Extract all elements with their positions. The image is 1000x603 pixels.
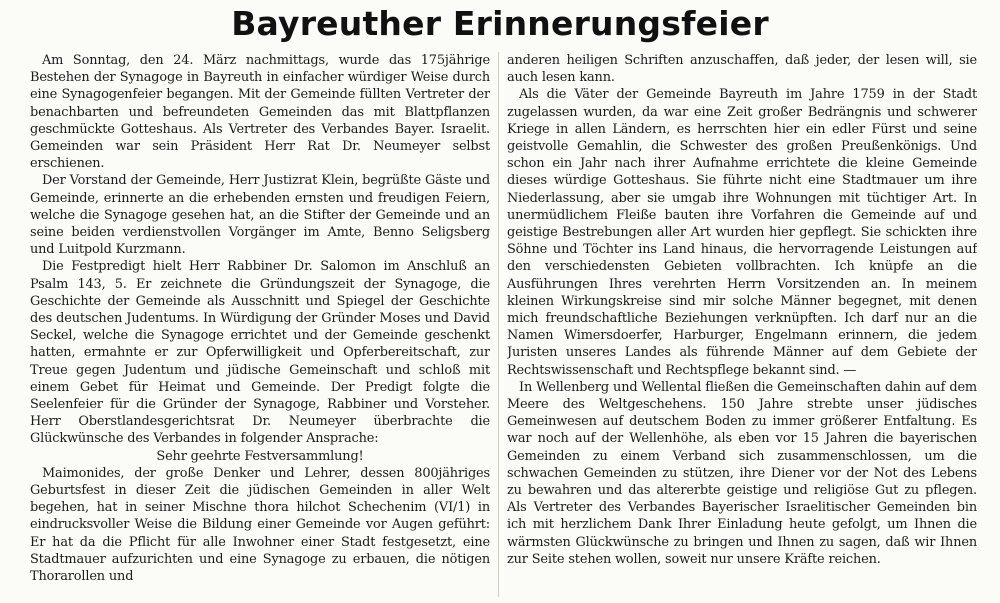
column-divider (498, 52, 499, 597)
article-paragraph: Am Sonntag, den 24. März nachmittags, wurde das 175jährige Bestehen der Synagoge in Bayreuth in einfacher würdiger Weise durch eine Synagogenfeier begangen. Mit der Gemeinde füllten Vertreter der benachbarten und befreundeten Gemeinden das mit Blattpflanzen geschmückte Gotteshaus. Als Vertreter des Verbandes Bayer. Israelit. Gemeinden war sein Präsident Herr Rat Dr. Neumeyer selbst erschienen. (30, 53, 490, 172)
right-column (507, 52, 977, 597)
article-paragraph: Die Festpredigt hielt Herr Rabbiner Dr. Salomon im Anschluß an Psalm 143, 5. Er zeichnete die Gründungszeit der Synagoge, die Geschichte der Gemeinde als Ausschnitt und Spiegel der Geschichte des deutschen Judentums. In Würdigung der Gründer Moses und David Seckel, welche die Synagoge errichtet und der Gemeinde geschenkt hatten, ermahnte er zur Opferwilligkeit und Opferbereitschaft, zur Treue gegen Judentum und jüdische Gemeinschaft und schloß mit einem Gebet für Heimat und Gemeinde. Der Predigt folgte die Seelenfeier für die Gründer der Synagoge, Rabbiner und Vorsteher. Herr Oberstlandesgerichtsrat Dr. Neumeyer überbrachte die Glückwünsche des Verbandes in folgender Ansprache: (30, 259, 490, 447)
article-paragraph: Der Vorstand der Gemeinde, Herr Justizrat Klein, begrüßte Gäste und Gemeinde, erinnerte an die erhebenden ernsten und freudigen Feiern, welche die Synagoge gesehen hat, an die Stifter der Gemeinde und an seine beiden verdienstvollen Vorgänger im Amte, Benno Seligsberg und Luitpold Kurzmann. (30, 173, 490, 258)
article-headline: Bayreuther Erinnerungsfeier (231, 4, 769, 43)
article-paragraph: Maimonides, der große Denker und Lehrer, dessen 800jähriges Geburtsfest in dieser Zeit die jüdischen Gemeinden in aller Welt begehen, hat in seiner Mischne thora hilchot Schechenim (VI/1) in eindrucksvoller Weise die Bildung einer Gemeinde vor Augen geführt: Er hat da die Pflicht für alle Inwohner einer Stadt festgesetzt, eine Stadtmauer aufzurichten und eine Synagoge zu erbauen, die nötigen Thorarollen und (30, 465, 490, 585)
article-paragraph: In Wellenberg und Wellental fließen die Gemeinschaften dahin auf dem Meere des Weltgeschehens. 150 Jahre strebte unser jüdisches Gemeinwesen auf deutschem Boden zu immer größerer Entfaltung. Es war noch auf der Wellenhöhe, als eben vor 15 Jahren die bayerischen Gemeinden zu einem Verband sich zusammenschlossen, um die schwachen Gemeinden zu stützen, ihre Diener vor der Not des Lebens zu bewahren und das altererbte geistige und religiöse Gut zu pflegen. Als Vertreter des Verbandes Bayerischer Israelitischer Gemeinden bin ich mit herzlichem Dank Ihrer Einladung heute gefolgt, um Ihnen die wärmsten Glückwünsche zu bringen und Ihnen zu sagen, daß wir Ihnen zur Seite stehen wollen, soweit nur unsere Kräfte reichen. (507, 379, 977, 567)
salutation-line: Sehr geehrte Festversammlung! (156, 448, 364, 464)
article-paragraph: anderen heiligen Schriften anzuschaffen, daß jeder, der lesen will, sie auch lesen kann. (507, 53, 977, 86)
left-column (30, 52, 490, 597)
article-paragraph: Als die Väter der Gemeinde Bayreuth im Jahre 1759 in der Stadt zugelassen wurden, da war eine Zeit großer Bedrängnis und schwerer Kriege in allen Ländern, es herrschten hier ein edler Fürst und seine geistvolle Gemahlin, die Schwester des großen Preußenkönigs. Und schon ein Jahr nach ihrer Aufnahme errichtete die kleine Gemeinde dieses würdige Gotteshaus. Sie führte nicht eine Stadtmauer um ihre Niederlassung, aber sie umgab ihre Wohnungen mit tüchtiger Art. In unermüdlichem Fleiße bauten ihre Vorfahren die Gemeinde auf und geistige Bestrebungen aller Art wurden hier gepflegt. Sie schickten ihre Söhne und Töchter ins Land hinaus, die hervorragende Leistungen auf den verschiedensten Gebieten vollbrachten. Ich knüpfe an die Ausführungen Ihres verehrten Herrn Vorsitzenden an. In meinem kleinen Wirkungskreise sind mir solche Männer begegnet, mit denen mich freundschaftliche Beziehungen verknüpften. Ich darf nur an die Namen Wimersdoerfer, Harburger, Engelmann erinnern, die jedem Juristen unseres Landes als führende Männer auf dem Gebiete der Rechtswissenschaft und Rechtspflege bekannt sind. — (507, 87, 977, 378)
